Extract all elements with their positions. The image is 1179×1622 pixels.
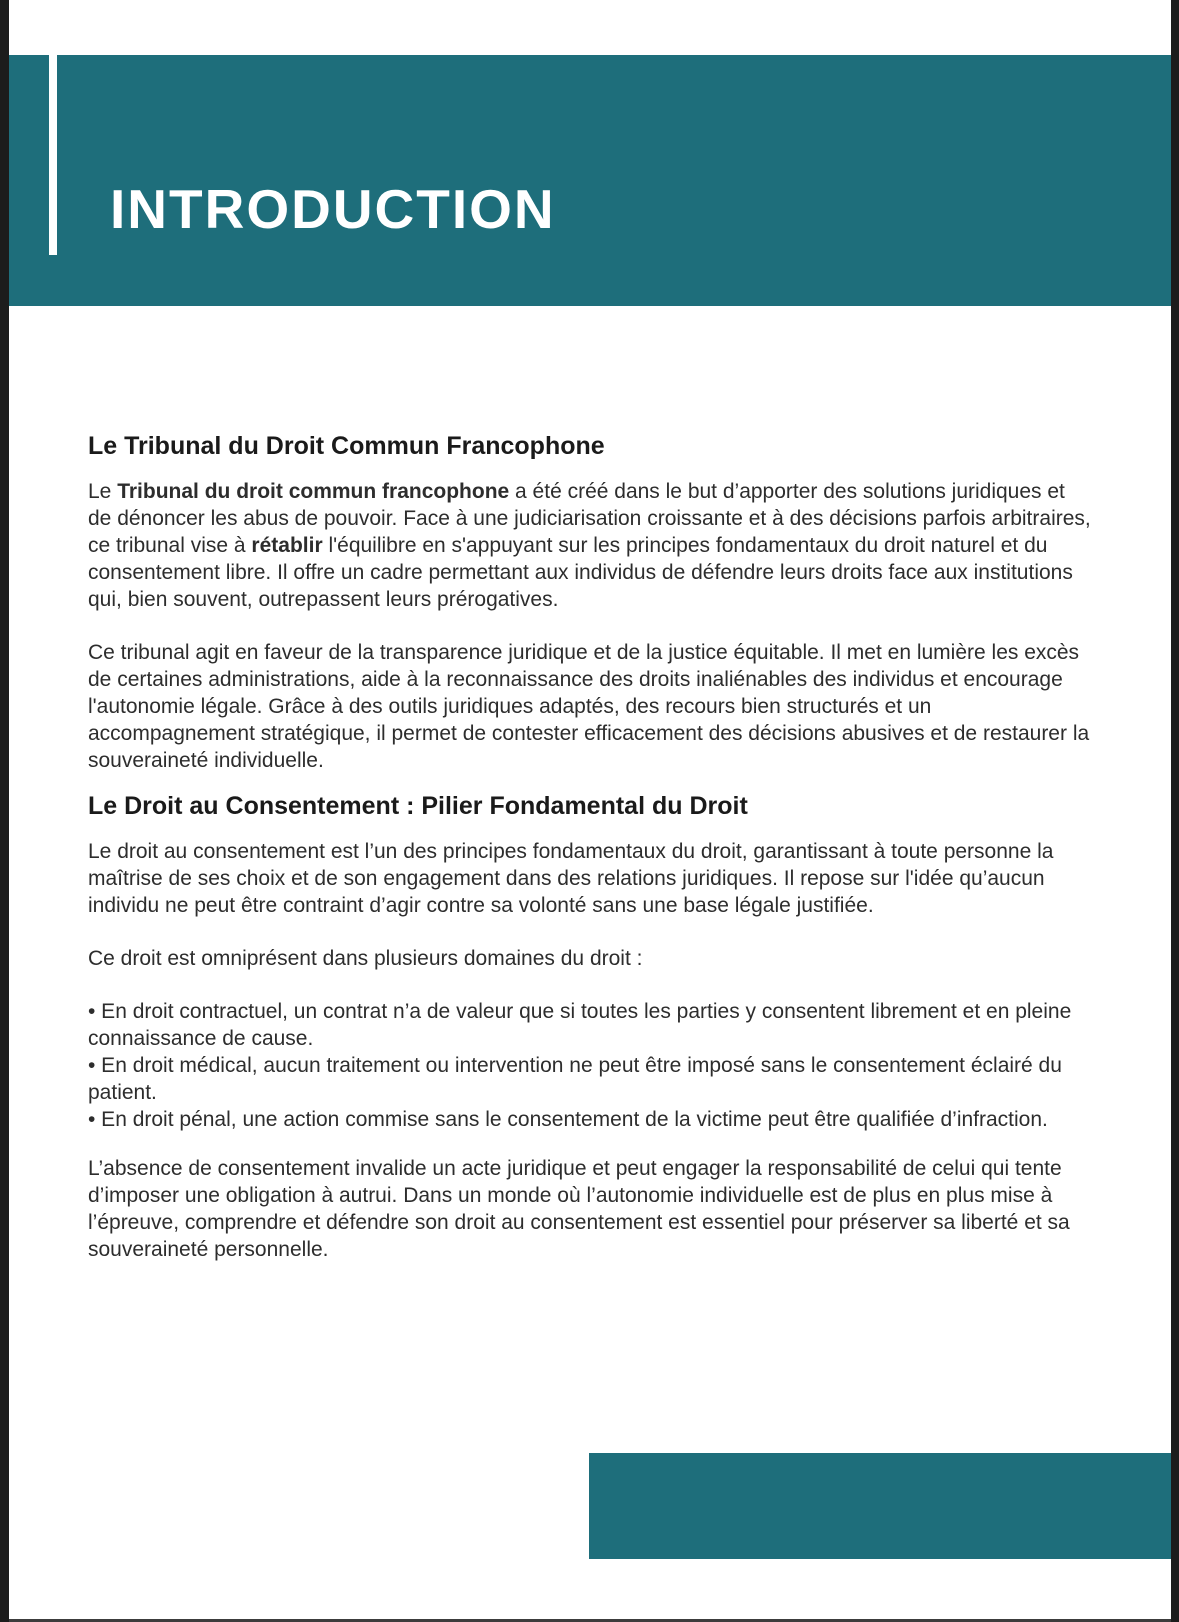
paragraph bbox=[88, 478, 1092, 613]
left-edge-strip bbox=[0, 0, 9, 1622]
right-edge-strip bbox=[1171, 0, 1179, 1622]
header-accent-line bbox=[49, 55, 57, 255]
bold-text-run: Tribunal du droit commun francophone bbox=[117, 480, 510, 503]
text-run: Le bbox=[88, 480, 118, 503]
text-run: a été créé dans le but d’apporter des solutions juridiques et de dénoncer les abus de pouvoir. Face à une judiciarisation croissante et à des décisions parfois arbitraires, ce tribunal vise à bbox=[88, 480, 1091, 557]
footer-accent-rectangle bbox=[589, 1453, 1171, 1559]
bullet-list bbox=[88, 998, 1092, 1133]
text-run: Ce droit est omniprésent dans plusieurs domaines du droit : bbox=[88, 947, 643, 970]
page-content bbox=[88, 431, 1092, 1263]
page-title: INTRODUCTION bbox=[110, 178, 556, 240]
paragraph bbox=[88, 838, 1092, 919]
paragraph bbox=[88, 945, 1092, 972]
document-section bbox=[88, 791, 1092, 1263]
text-run: l'équilibre en s'appuyant sur les principes fondamentaux du droit naturel et du consentement libre. Il offre un cadre permettant aux individus de défendre leurs droits face aux institutions qui, bien souvent, outrepassent leurs prérogatives. bbox=[88, 534, 1073, 611]
text-run: Le droit au consentement est l’un des principes fondamentaux du droit, garantissant à toute personne la maîtrise de ses choix et de son engagement dans des relations juridiques. Il repose sur l'idée qu’aucun individu ne peut être contraint d’agir contre sa volonté sans une base légale justifiée. bbox=[88, 840, 1054, 917]
text-run: L’absence de consentement invalide un acte juridique et peut engager la responsabilité de celui qui tente d’imposer une obligation à autrui. Dans un monde où l’autonomie individuelle est de plus en plus mise à l’épreuve, comprendre et défendre son droit au consentement est essentiel pour préserver sa liberté et sa souveraineté personnelle. bbox=[88, 1157, 1070, 1261]
section-heading: Le Tribunal du Droit Commun Francophone bbox=[88, 432, 605, 460]
text-run: Ce tribunal agit en faveur de la transparence juridique et de la justice équitable. Il met en lumière les excès de certaines administrations, aide à la reconnaissance des droits inaliénables des individus et encourage l'autonomie légale. Grâce à des outils juridiques adaptés, des recours bien structurés et un accompagnement stratégique, il permet de contester efficacement des décisions abusives et de restaurer la souveraineté individuelle. bbox=[88, 641, 1090, 772]
paragraph bbox=[88, 1155, 1092, 1263]
bullet-item: • En droit médical, aucun traitement ou intervention ne peut être imposé sans le consentement éclairé du patient. bbox=[88, 1054, 1062, 1104]
bullet-item: • En droit pénal, une action commise sans le consentement de la victime peut être qualifiée d’infraction. bbox=[88, 1108, 1048, 1131]
section-heading: Le Droit au Consentement : Pilier Fondamental du Droit bbox=[88, 792, 748, 820]
header-band bbox=[9, 55, 1171, 306]
bullet-item: • En droit contractuel, un contrat n’a de valeur que si toutes les parties y consentent librement et en pleine connaissance de cause. bbox=[88, 1000, 1072, 1050]
document-section bbox=[88, 431, 1092, 774]
paragraph bbox=[88, 639, 1092, 774]
bold-text-run: rétablir bbox=[251, 534, 323, 557]
